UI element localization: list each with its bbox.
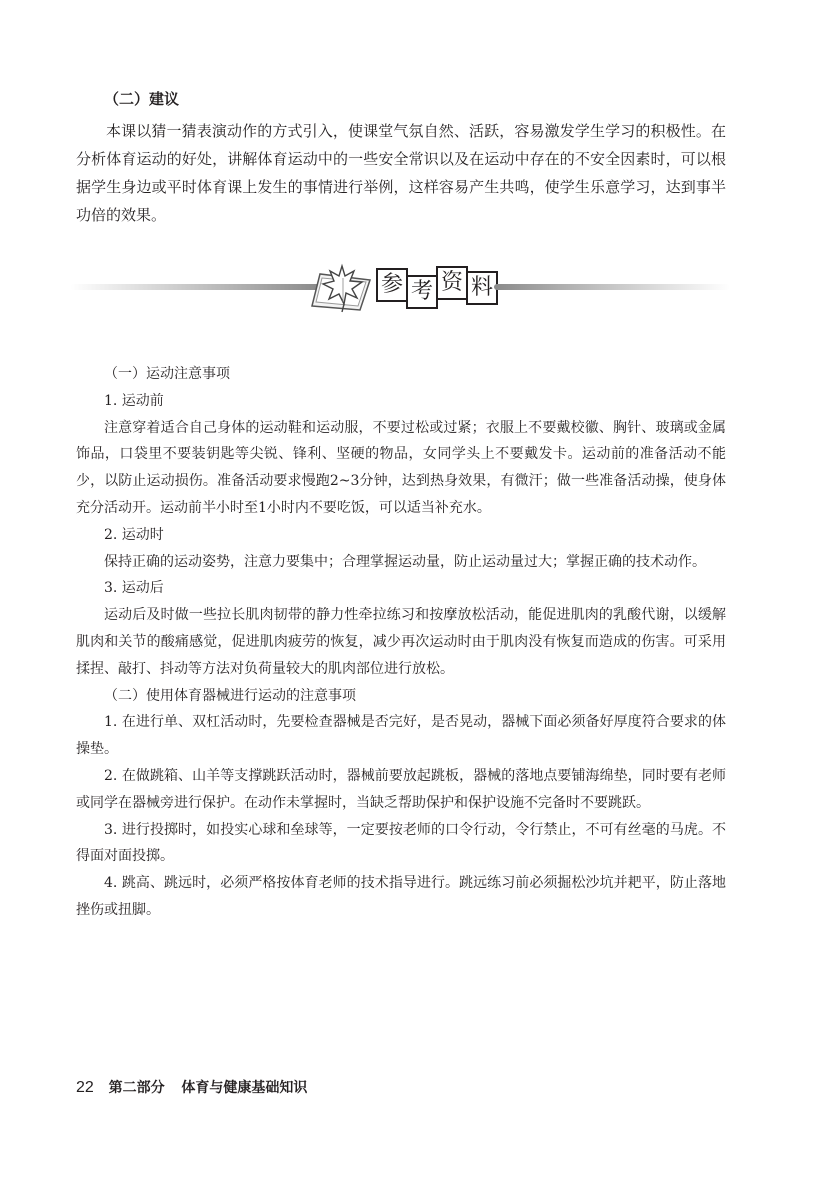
suggestion-paragraph: 本课以猜一猜表演动作的方式引入，使课堂气氛自然、活跃，容易激发学生学习的积极性。在分析体育运动的好处，讲解体育运动中的一些安全常识以及在运动中存在的不安全因素时，可以根据学生身边或平时体育课上发生的事情进行举例，这样容易产生共鸣，使学生乐意学习，达到事半功倍的效果。 <box>76 122 726 224</box>
item-title: 3. 运动后 <box>104 580 164 597</box>
body-paragraph: 保持正确的运动姿势，注意力要集中；合理掌握运动量，防止运动量过大；掌握正确的技术动作。 <box>104 553 706 570</box>
list-item: 2. 在做跳箱、山羊等支撑跳跃活动时，器械前要放起跳板，器械的落地点要铺海绵垫，同时要有老师或同学在器械旁进行保护。在动作未掌握时，当缺乏帮助保护和保护设施不完备时不要跳跃。 <box>76 767 726 811</box>
banner-char-1: 参 <box>376 268 408 302</box>
section-heading: （二）建议 <box>104 90 180 108</box>
banner-char-4: 料 <box>466 271 498 305</box>
list-item: 3. 进行投掷时，如投实心球和垒球等，一定要按老师的口令行动，令行禁止，不可有丝毫的马虎。不得面对面投掷。 <box>76 821 726 865</box>
maple-leaf-icon <box>308 260 374 314</box>
list-item: 4. 跳高、跳远时，必须严格按体育老师的技术指导进行。跳远练习前必须掘松沙坑并耙平，防止落地挫伤或扭脚。 <box>76 875 726 918</box>
suggestion-block <box>76 117 726 229</box>
banner-char-2: 考 <box>406 275 438 309</box>
footer-part: 第二部分 <box>108 1080 165 1096</box>
reference-banner <box>70 258 730 318</box>
item-title: 2. 运动时 <box>104 526 164 543</box>
page-footer <box>76 1077 307 1097</box>
list-item: 1. 在进行单、双杠活动时，先要检查器械是否完好，是否晃动，器械下面必须备好厚度符合要求的体操垫。 <box>76 714 726 758</box>
body-paragraph: 注意穿着适合自己身体的运动鞋和运动服，不要过松或过紧；衣服上不要戴校徽、胸针、玻璃或金属饰品，口袋里不要装钥匙等尖锐、锋利、坚硬的物品，女同学头上不要戴发卡。运动前的准备活动不能少，以防止运动损伤。准备活动要求慢跑2~3分钟，达到热身效果，有微汗；做一些准备活动操，使身体充分活动开。运动前半小时至1小时内不要吃饭，可以适当补充水。 <box>76 419 726 516</box>
subsection-title: （二）使用体育器械进行运动的注意事项 <box>104 687 356 704</box>
body-paragraph: 运动后及时做一些拉长肌肉韧带的静力性牵拉练习和按摩放松活动，能促进肌肉的乳酸代谢，以缓解肌肉和关节的酸痛感觉，促进肌肉疲劳的恢复，减少再次运动时由于肌肉没有恢复而造成的伤害。可采用揉捏、敲打、抖动等方法对负荷量较大的肌肉部位进行放松。 <box>76 607 726 677</box>
banner-rule-right <box>494 284 730 290</box>
footer-title: 体育与健康基础知识 <box>181 1080 308 1096</box>
banner-rule-left <box>70 284 320 290</box>
subsection-title: （一）运动注意事项 <box>104 366 230 382</box>
item-title: 1. 运动前 <box>104 392 164 409</box>
page-number: 22 <box>76 1079 94 1096</box>
banner-char-3: 资 <box>436 266 468 300</box>
reference-content <box>76 361 726 924</box>
